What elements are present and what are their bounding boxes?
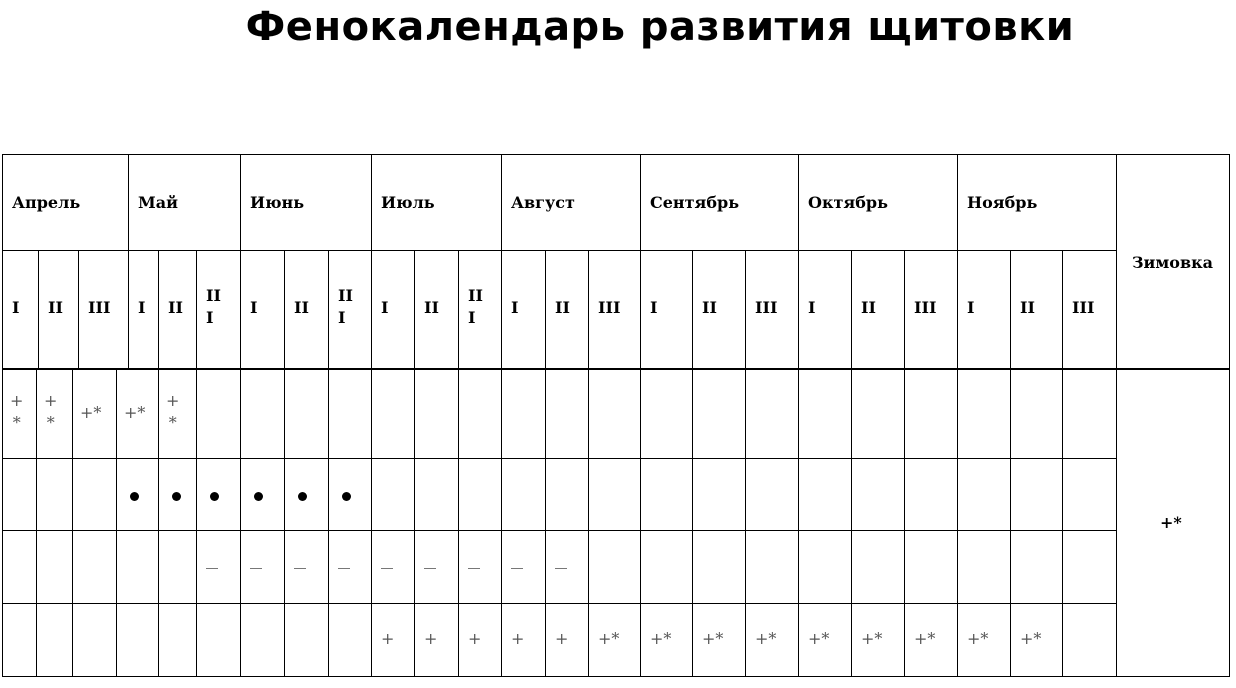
- decade-label: II I: [206, 286, 221, 327]
- table-rule: [414, 250, 415, 368]
- decade-label: I: [511, 298, 519, 317]
- decade-label: II: [168, 298, 183, 317]
- table-rule: [798, 250, 799, 368]
- decade-label: I: [967, 298, 975, 317]
- stage-mark: +: [511, 629, 525, 648]
- stage-mark: +*: [967, 629, 989, 648]
- table-rule: [371, 154, 372, 250]
- table-rule: [2, 676, 1229, 677]
- stage-dash: [424, 568, 436, 569]
- table-rule: [745, 250, 746, 368]
- larva-dot: [130, 492, 139, 501]
- stage-mark: +: [424, 629, 438, 648]
- stage-dash: [250, 568, 262, 569]
- table-rule: [2, 250, 3, 368]
- stage-dash: [381, 568, 393, 569]
- table-rule: [798, 154, 799, 250]
- stage-dash: [468, 568, 480, 569]
- decade-label: I: [650, 298, 658, 317]
- table-rule: [745, 368, 746, 676]
- decade-label: III: [598, 298, 621, 317]
- table-rule: [2, 458, 1116, 459]
- larva-dot: [172, 492, 181, 501]
- decade-label: III: [1072, 298, 1095, 317]
- decade-label: II I: [468, 286, 483, 327]
- table-rule: [2, 368, 1229, 370]
- table-rule: [1116, 368, 1117, 676]
- table-rule: [458, 368, 459, 676]
- table-rule: [640, 154, 641, 250]
- table-rule: [588, 250, 589, 368]
- table-rule: [692, 368, 693, 676]
- table-rule: [128, 154, 129, 250]
- decade-label: I: [12, 298, 20, 317]
- table-rule: [640, 250, 641, 368]
- table-rule: [957, 250, 958, 368]
- decade-label: II: [555, 298, 570, 317]
- table-rule: [2, 154, 1229, 155]
- month-label: Ноябрь: [967, 193, 1038, 212]
- stage-dash: [511, 568, 523, 569]
- decade-label: I: [381, 298, 389, 317]
- stage-mark: +: [468, 629, 482, 648]
- month-label: Сентябрь: [650, 193, 740, 212]
- table-rule: [1116, 250, 1117, 368]
- table-rule: [2, 530, 1116, 531]
- table-rule: [158, 368, 159, 676]
- table-rule: [798, 368, 799, 676]
- table-rule: [851, 368, 852, 676]
- table-rule: [240, 368, 241, 676]
- table-rule: [36, 368, 37, 676]
- month-label: Июль: [381, 193, 435, 212]
- table-rule: [2, 368, 3, 676]
- table-rule: [1062, 250, 1063, 368]
- decade-label: III: [914, 298, 937, 317]
- table-rule: [1062, 368, 1063, 676]
- stage-mark: +*: [808, 629, 830, 648]
- table-rule: [72, 368, 73, 676]
- stage-dash: [555, 568, 567, 569]
- table-rule: [128, 250, 129, 368]
- table-rule: [371, 250, 372, 368]
- month-label: Июнь: [250, 193, 305, 212]
- table-rule: [116, 368, 117, 676]
- larva-dot: [298, 492, 307, 501]
- stage-mark: +*: [914, 629, 936, 648]
- larva-dot: [254, 492, 263, 501]
- table-rule: [240, 250, 241, 368]
- table-rule: [957, 368, 958, 676]
- larva-dot: [210, 492, 219, 501]
- stage-mark: +*: [861, 629, 883, 648]
- table-rule: [2, 603, 1116, 604]
- stage-mark: +*: [755, 629, 777, 648]
- table-rule: [196, 368, 197, 676]
- table-rule: [458, 250, 459, 368]
- stage-mark: +*: [80, 403, 102, 422]
- stage-mark: +*: [702, 629, 724, 648]
- table-rule: [371, 368, 372, 676]
- decade-label: I: [250, 298, 258, 317]
- table-rule: [1010, 368, 1011, 676]
- month-label: Август: [511, 193, 575, 212]
- decade-label: II: [294, 298, 309, 317]
- table-rule: [2, 250, 1116, 251]
- decade-label: I: [808, 298, 816, 317]
- table-rule: [158, 250, 159, 368]
- table-rule: [2, 154, 3, 250]
- decade-label: II: [48, 298, 63, 317]
- table-rule: [501, 250, 502, 368]
- table-rule: [588, 368, 589, 676]
- decade-label: II: [424, 298, 439, 317]
- table-rule: [78, 250, 79, 368]
- wintering-mark: +*: [1160, 513, 1182, 532]
- stage-dash: [338, 568, 350, 569]
- table-rule: [545, 368, 546, 676]
- stage-dash: [206, 568, 218, 569]
- month-label: Октябрь: [808, 193, 888, 212]
- table-rule: [414, 368, 415, 676]
- month-label: Май: [138, 193, 178, 212]
- stage-mark: +*: [1020, 629, 1042, 648]
- stage-mark: +*: [650, 629, 672, 648]
- stage-mark: +*: [598, 629, 620, 648]
- stage-mark: +*: [124, 403, 146, 422]
- table-rule: [501, 154, 502, 250]
- decade-label: II: [861, 298, 876, 317]
- stage-mark: + *: [166, 391, 180, 432]
- table-rule: [1116, 154, 1117, 250]
- table-rule: [692, 250, 693, 368]
- table-rule: [38, 250, 39, 368]
- stage-mark: + *: [44, 391, 58, 432]
- stage-mark: +: [555, 629, 569, 648]
- page-title: Фенокалендарь развития щитовки: [245, 4, 1075, 50]
- table-rule: [851, 250, 852, 368]
- table-rule: [904, 368, 905, 676]
- table-rule: [328, 368, 329, 676]
- decade-label: III: [755, 298, 778, 317]
- decade-label: II: [702, 298, 717, 317]
- stage-dash: [294, 568, 306, 569]
- wintering-header: Зимовка: [1132, 253, 1214, 272]
- table-rule: [284, 250, 285, 368]
- table-rule: [545, 250, 546, 368]
- table-rule: [957, 154, 958, 250]
- decade-label: II I: [338, 286, 353, 327]
- larva-dot: [342, 492, 351, 501]
- table-rule: [284, 368, 285, 676]
- decade-label: II: [1020, 298, 1035, 317]
- table-rule: [640, 368, 641, 676]
- decade-label: III: [88, 298, 111, 317]
- table-rule: [501, 368, 502, 676]
- table-rule: [1010, 250, 1011, 368]
- table-rule: [1229, 154, 1230, 677]
- table-rule: [904, 250, 905, 368]
- table-rule: [240, 154, 241, 250]
- decade-label: I: [138, 298, 146, 317]
- month-label: Апрель: [12, 193, 81, 212]
- stage-mark: + *: [10, 391, 24, 432]
- stage-mark: +: [381, 629, 395, 648]
- table-rule: [196, 250, 197, 368]
- table-rule: [328, 250, 329, 368]
